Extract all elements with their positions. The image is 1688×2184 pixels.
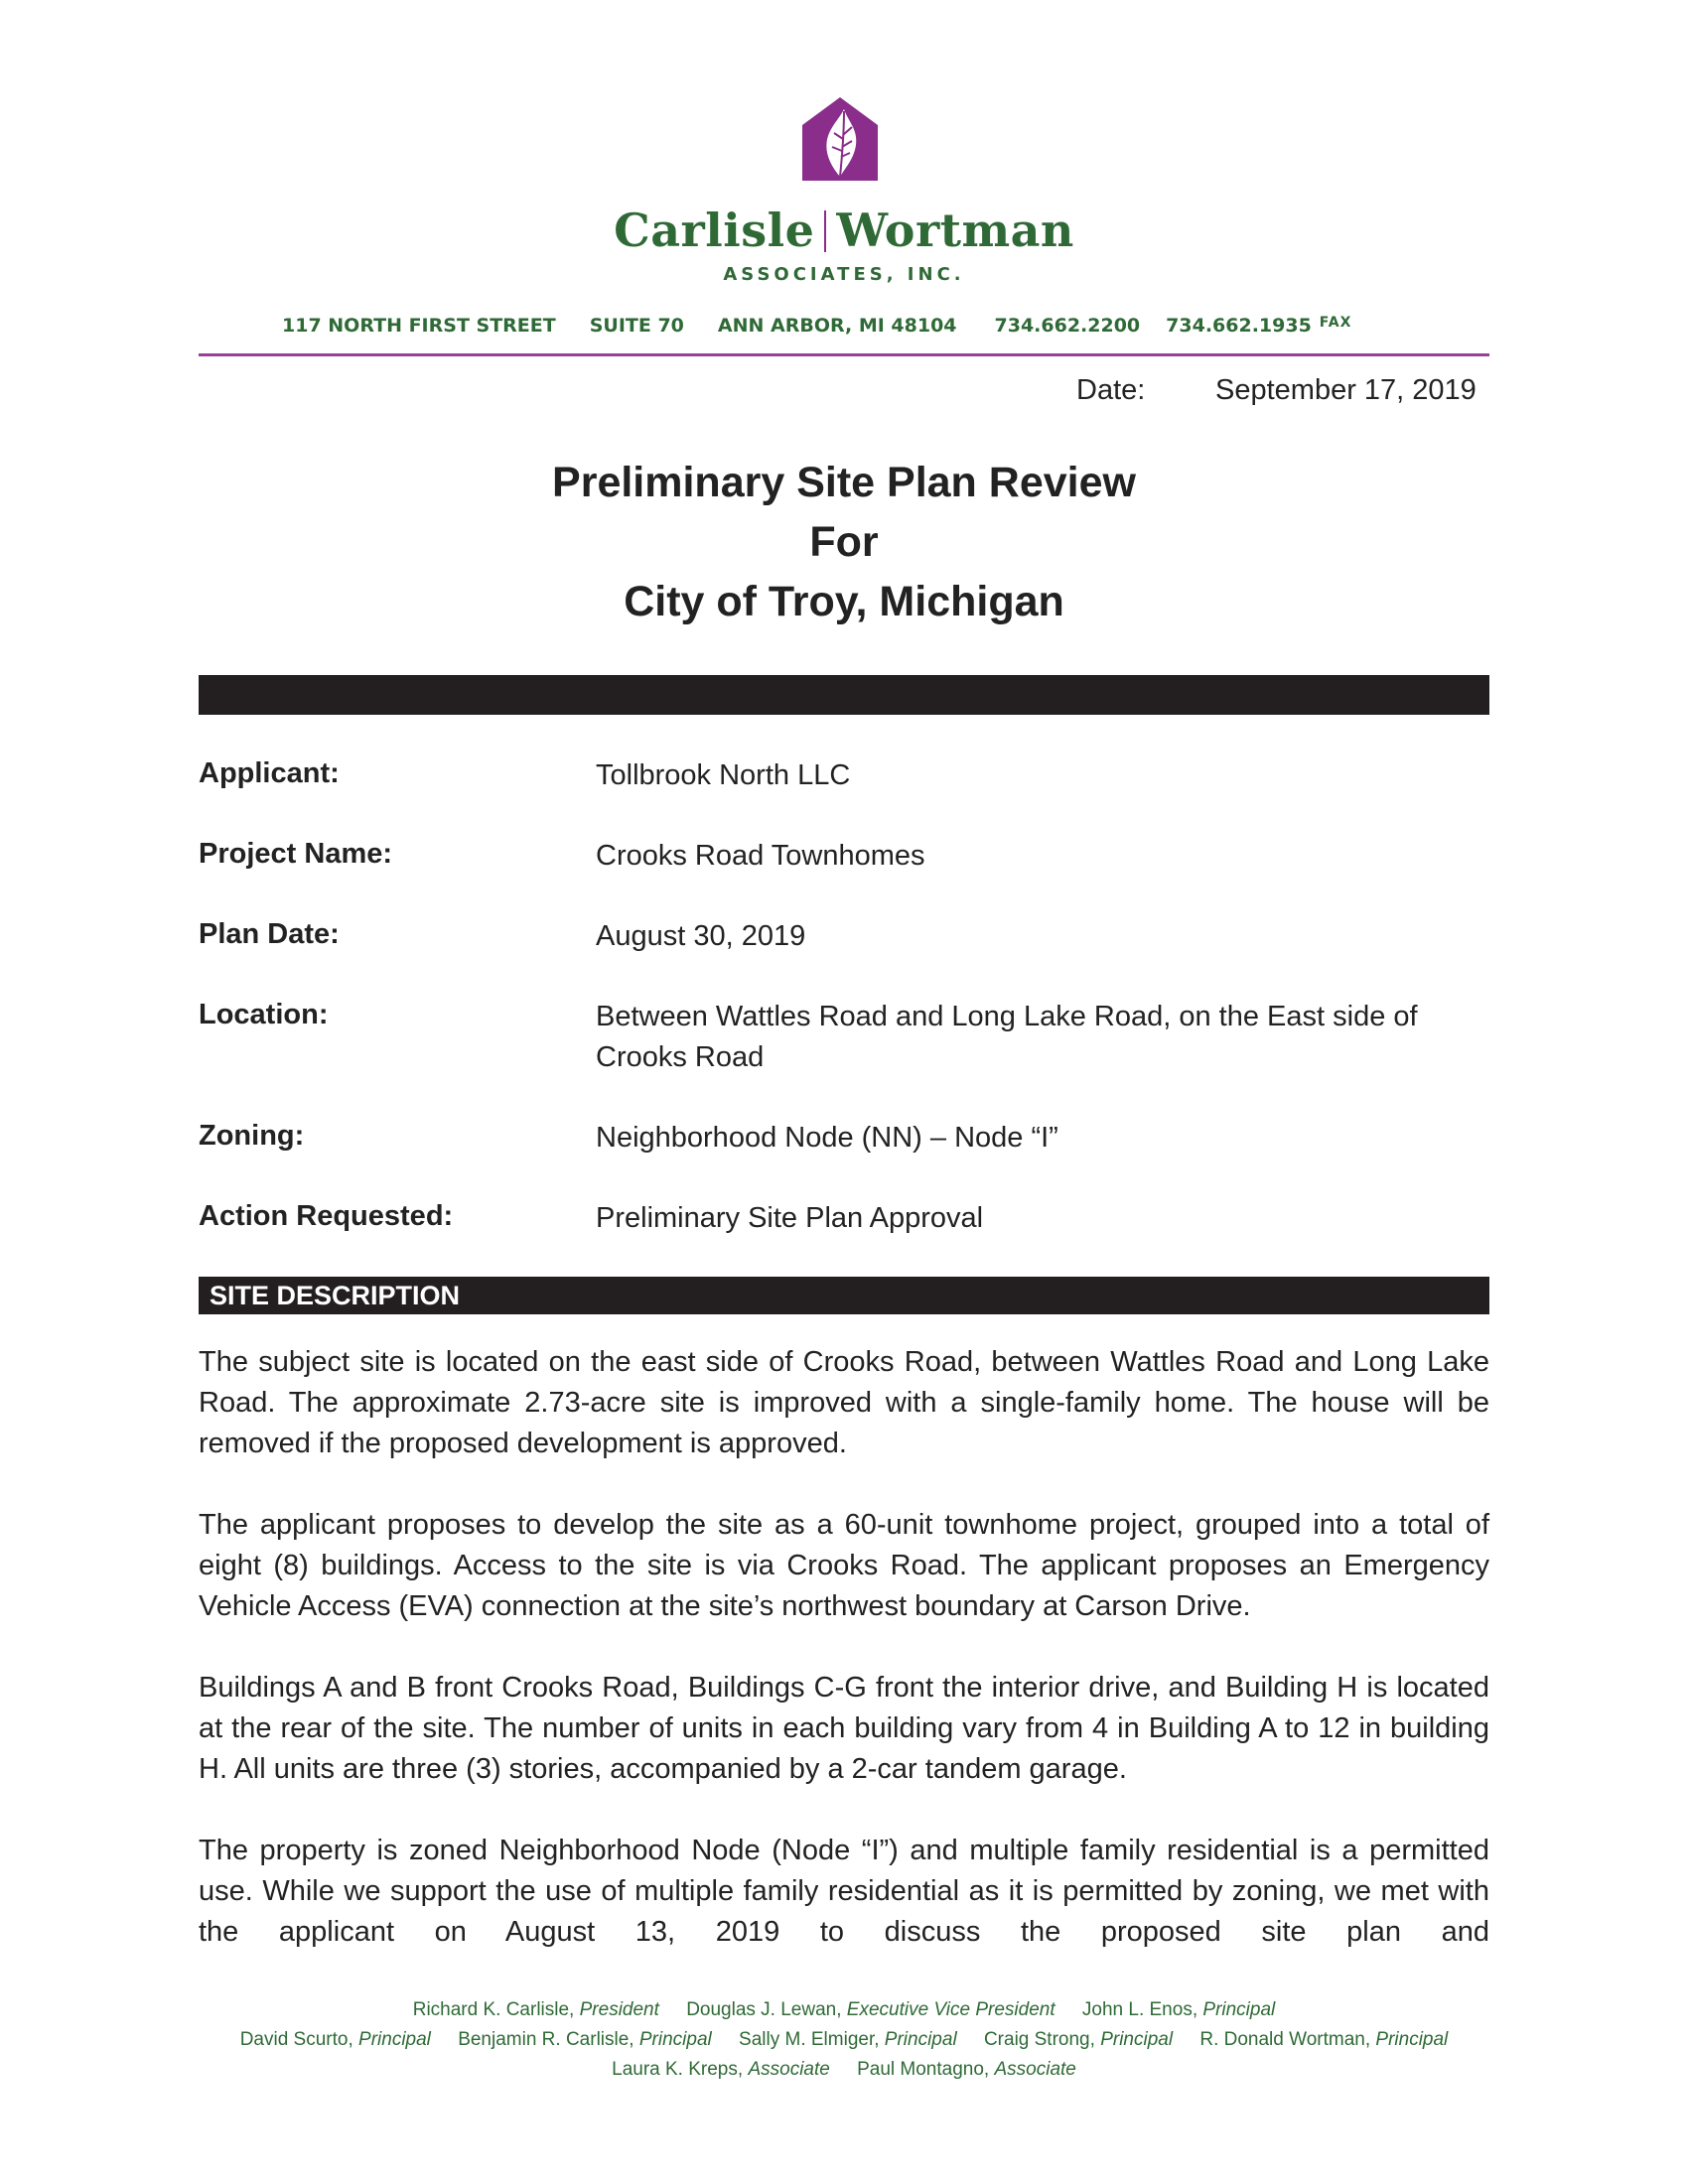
info-label: Zoning: <box>199 1120 305 1152</box>
info-value: Preliminary Site Plan Approval <box>596 1202 984 1234</box>
staff-title: Principal <box>1100 2029 1174 2050</box>
address-phone: 734.662.2200 <box>994 315 1141 337</box>
house-leaf-logo-icon <box>800 95 880 181</box>
title-line-2: For <box>809 518 879 566</box>
staff-name: John L. Enos, <box>1081 1999 1198 2020</box>
info-label: Action Requested: <box>199 1200 454 1232</box>
staff-title: Executive Vice President <box>846 1999 1055 2020</box>
document-date <box>1076 374 1477 407</box>
section-heading-bar <box>199 1277 1489 1314</box>
paragraph: The subject site is located on the east side of Crooks Road, between Wattles Road and Long Lake Road. The approximate 2.73-acre site is improved with a single-family home. The house will be removed if the proposed development is approved. <box>199 1346 1489 1459</box>
staff-title: Principal <box>358 2029 431 2050</box>
staff-title: Associate <box>748 2059 830 2080</box>
footer-staff-line-3 <box>0 2055 1688 2085</box>
title-line-3: City of Troy, Michigan <box>624 578 1064 625</box>
letterhead-rule <box>199 353 1489 356</box>
company-name-left: Carlisle <box>614 204 815 257</box>
company-subtitle: ASSOCIATES, INC. <box>723 264 965 285</box>
staff-title: President <box>579 1999 659 2020</box>
date-label: Date: <box>1076 374 1146 406</box>
address-fax-label: FAX <box>1319 315 1352 331</box>
address-city: ANN ARBOR, MI 48104 <box>717 315 957 337</box>
info-label: Project Name: <box>199 838 393 870</box>
section-heading: SITE DESCRIPTION <box>210 1281 461 1310</box>
staff-name: Craig Strong, <box>983 2029 1095 2050</box>
staff-title: Principal <box>1202 1999 1276 2020</box>
staff-name: Richard K. Carlisle, <box>412 1999 575 2020</box>
staff-title: Principal <box>638 2029 712 2050</box>
footer-staff-line-2 <box>0 2025 1688 2055</box>
info-value: August 30, 2019 <box>596 920 806 952</box>
info-value: Tollbrook North LLC <box>596 759 851 791</box>
address-suite: SUITE 70 <box>589 315 684 337</box>
staff-name: Paul Montagno, <box>857 2059 990 2080</box>
brand-divider <box>824 210 826 252</box>
info-value: Between Wattles Road and Long Lake Road, on the East side of Crooks Road <box>596 1001 1418 1073</box>
staff-name: Laura K. Kreps, <box>612 2059 744 2080</box>
staff-name: Sally M. Elmiger, <box>739 2029 880 2050</box>
info-value: Crooks Road Townhomes <box>596 840 925 872</box>
company-name-right: Wortman <box>836 204 1074 257</box>
footer-staff-line-1 <box>0 1995 1688 2025</box>
staff-name: R. Donald Wortman, <box>1199 2029 1371 2050</box>
date-value: September 17, 2019 <box>1215 374 1477 406</box>
staff-title: Principal <box>1375 2029 1449 2050</box>
title-divider-bar <box>199 675 1489 715</box>
info-label: Plan Date: <box>199 918 340 950</box>
letterhead-address <box>282 315 1351 337</box>
company-name <box>0 204 1688 257</box>
address-street: 117 NORTH FIRST STREET <box>282 315 556 337</box>
staff-name: David Scurto, <box>239 2029 353 2050</box>
staff-title: Principal <box>884 2029 957 2050</box>
info-value: Neighborhood Node (NN) – Node “I” <box>596 1122 1058 1154</box>
staff-name: Douglas J. Lewan, <box>686 1999 842 2020</box>
staff-name: Benjamin R. Carlisle, <box>458 2029 634 2050</box>
address-fax-number: 734.662.1935 <box>1166 315 1312 337</box>
paragraph: Buildings A and B front Crooks Road, Buildings C-G front the interior drive, and Building H is located at the rear of the site. The number of units in each building vary from 4 in Building A to 12 in building H. All units are three (3) stories, accompanied by a 2-car tandem garage. <box>199 1672 1489 1785</box>
info-label: Location: <box>199 999 329 1030</box>
staff-title: Associate <box>994 2059 1076 2080</box>
title-line-1: Preliminary Site Plan Review <box>552 459 1136 506</box>
paragraph: The property is zoned Neighborhood Node (Node “I”) and multiple family residential is a permitted use. While we support the use of multiple family residential as it is permitted by zoning, we met with the applicant on August 13, 2019 to discuss the proposed site plan and <box>199 1835 1489 1948</box>
info-label: Applicant: <box>199 757 340 789</box>
paragraph: The applicant proposes to develop the site as a 60-unit townhome project, grouped into a total of eight (8) buildings. Access to the site is via Crooks Road. The applicant proposes an Emergency Vehicle Access (EVA) connection at the site’s northwest boundary at Carson Drive. <box>199 1509 1489 1622</box>
